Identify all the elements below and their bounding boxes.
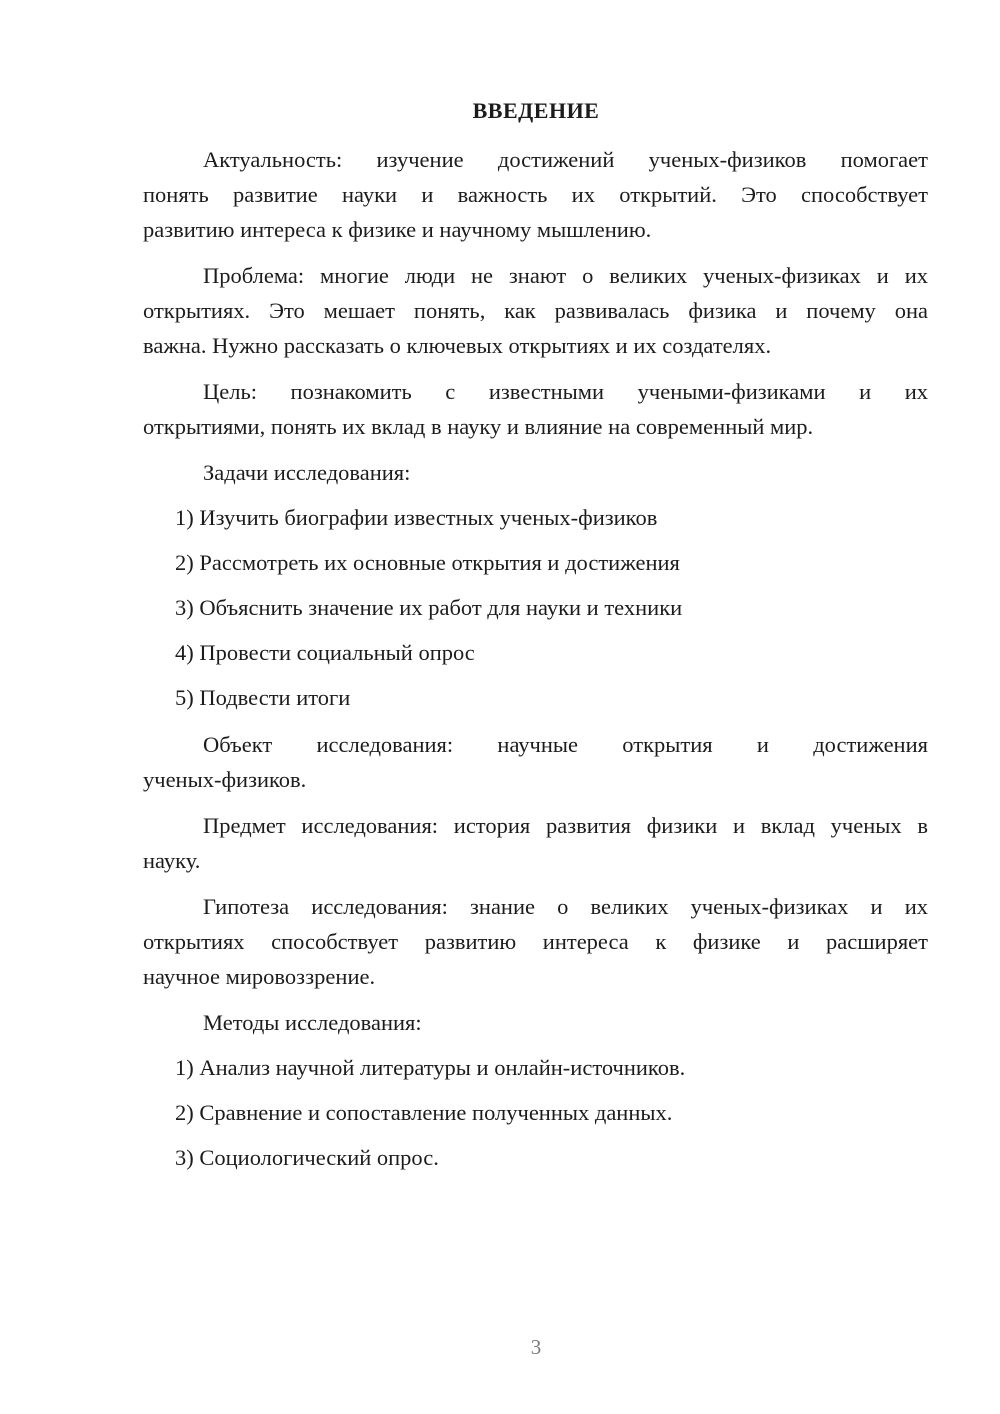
- tasks-list-item: 1) Изучить биографии известных ученых-физиков: [175, 505, 658, 530]
- goal-line-1: Цель: познакомить с известными учеными-физиками и их: [203, 379, 928, 404]
- tasks-list-item: 4) Провести социальный опрос: [175, 640, 475, 665]
- methods-list-item: 3) Социологический опрос.: [175, 1145, 439, 1170]
- page-number: 3: [530, 1335, 542, 1359]
- methods-title: Методы исследования:: [203, 1010, 422, 1035]
- subject-line-2: науку.: [143, 848, 201, 873]
- object-line-1: Объект исследования: научные открытия и достижения: [203, 732, 928, 757]
- problem-line-1: Проблема: многие люди не знают о великих ученых-физиках и их: [203, 263, 928, 288]
- relevance-line-3: развитию интереса к физике и научному мышлению.: [143, 217, 652, 242]
- section-heading: ВВЕДЕНИЕ: [472, 98, 600, 123]
- hypothesis-line-2: открытиях способствует развитию интереса к физике и расширяет: [143, 929, 928, 954]
- tasks-list-item: 2) Рассмотреть их основные открытия и достижения: [175, 550, 680, 575]
- object-line-2: ученых-физиков.: [143, 767, 307, 792]
- hypothesis-line-1: Гипотеза исследования: знание о великих ученых-физиках и их: [203, 894, 928, 919]
- methods-list-item: 2) Сравнение и сопоставление полученных данных.: [175, 1100, 673, 1125]
- tasks-title: Задачи исследования:: [203, 460, 411, 485]
- tasks-list-item: 5) Подвести итоги: [175, 685, 351, 710]
- hypothesis-line-3: научное мировоззрение.: [143, 964, 376, 989]
- problem-line-2: открытиях. Это мешает понять, как развивалась физика и почему она: [143, 298, 928, 323]
- goal-line-2: открытиями, понять их вклад в науку и влияние на современный мир.: [143, 414, 814, 439]
- problem-line-3: важна. Нужно рассказать о ключевых открытиях и их создателях.: [143, 333, 772, 358]
- tasks-list-item: 3) Объяснить значение их работ для науки и техники: [175, 595, 683, 620]
- relevance-line-2: понять развитие науки и важность их открытий. Это способствует: [143, 182, 928, 207]
- subject-line-1: Предмет исследования: история развития физики и вклад ученых в: [203, 813, 928, 838]
- relevance-line-1: Актуальность: изучение достижений ученых-физиков помогает: [203, 147, 928, 172]
- methods-list-item: 1) Анализ научной литературы и онлайн-источников.: [175, 1055, 686, 1080]
